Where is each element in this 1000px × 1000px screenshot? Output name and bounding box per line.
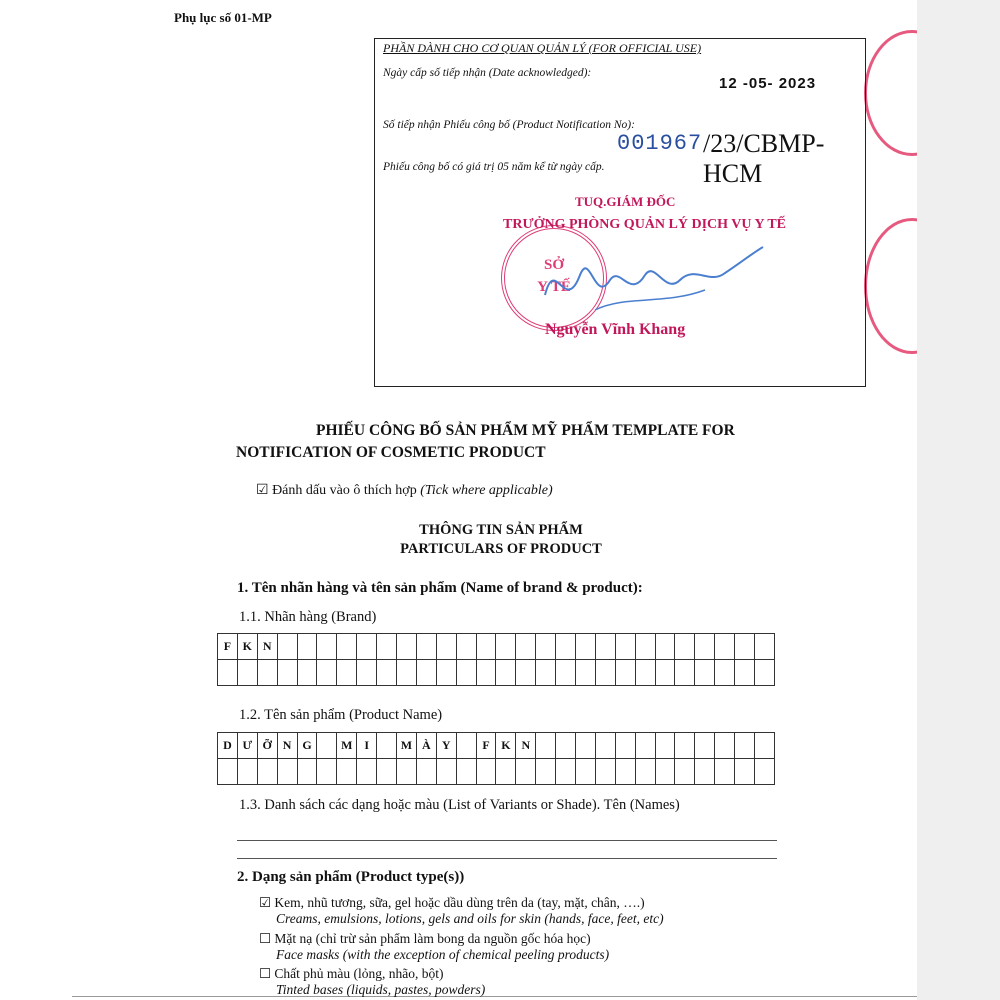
grid-cell	[735, 660, 755, 686]
grid-cell	[456, 733, 476, 759]
grid-cell	[516, 759, 536, 785]
grid-cell	[337, 759, 357, 785]
product-type-item	[259, 966, 485, 998]
grid-cell	[635, 733, 655, 759]
grid-cell	[496, 759, 516, 785]
grid-cell	[237, 660, 257, 686]
product-type-en: Tinted bases (liquids, pastes, powders)	[276, 982, 486, 997]
edge-seal-top	[864, 30, 917, 156]
grid-row	[218, 733, 775, 759]
grid-cell	[496, 660, 516, 686]
grid-cell	[576, 733, 596, 759]
validity-note: Phiếu công bố có giá trị 05 năm kể từ ngày cấp.	[383, 161, 605, 173]
grid-row	[218, 660, 775, 686]
grid-cell	[436, 660, 456, 686]
grid-cell: F	[476, 733, 496, 759]
grid-cell	[377, 759, 397, 785]
section-1-heading: 1. Tên nhãn hàng và tên sản phẩm (Name of brand & product):	[237, 580, 643, 596]
grid-cell	[715, 660, 735, 686]
grid-cell	[516, 660, 536, 686]
grid-cell: N	[516, 733, 536, 759]
grid-cell	[655, 634, 675, 660]
date-acknowledged-label: Ngày cấp số tiếp nhận (Date acknowledged):	[383, 67, 592, 79]
grid-cell	[655, 759, 675, 785]
grid-cell	[536, 759, 556, 785]
page-bottom-edge	[72, 996, 917, 997]
seal-line-2: Y TẾ	[537, 279, 571, 295]
checked-box-icon[interactable]: ☑	[259, 895, 272, 910]
grid-cell	[755, 733, 775, 759]
grid-cell	[556, 634, 576, 660]
grid-cell	[695, 660, 715, 686]
grid-cell	[237, 759, 257, 785]
product-name-label: 1.2. Tên sản phẩm (Product Name)	[239, 707, 443, 723]
grid-cell	[476, 660, 496, 686]
product-type-vi: Chất phủ màu (lỏng, nhão, bột)	[271, 966, 444, 981]
grid-cell	[416, 759, 436, 785]
product-type-vi: Mặt nạ (chỉ trừ sản phẩm làm bong da nguồn gốc hóa học)	[271, 931, 591, 946]
signer-title: TUQ.GIÁM ĐỐC	[575, 194, 676, 209]
grid-cell	[695, 759, 715, 785]
particulars-vi: THÔNG TIN SẢN PHẨM	[419, 522, 583, 538]
variants-line-2	[237, 858, 777, 859]
grid-cell	[337, 660, 357, 686]
grid-cell	[297, 759, 317, 785]
tick-instruction-text: Đánh dấu vào ô thích hợp	[272, 483, 417, 498]
grid-cell	[556, 759, 576, 785]
grid-cell	[615, 660, 635, 686]
edge-seal-bottom	[864, 218, 917, 354]
grid-cell	[436, 634, 456, 660]
grid-cell	[556, 733, 576, 759]
grid-cell	[655, 733, 675, 759]
grid-cell	[635, 634, 655, 660]
grid-cell	[695, 733, 715, 759]
product-type-en: Creams, emulsions, lotions, gels and oils for skin (hands, face, feet, etc)	[276, 911, 664, 926]
grid-cell	[735, 759, 755, 785]
grid-cell	[277, 660, 297, 686]
product-type-en: Face masks (with the exception of chemical peeling products)	[276, 947, 610, 962]
grid-cell	[257, 660, 277, 686]
grid-cell	[615, 733, 635, 759]
grid-cell	[357, 660, 377, 686]
grid-cell	[755, 660, 775, 686]
grid-cell: I	[357, 733, 377, 759]
grid-cell	[675, 660, 695, 686]
brand-grid	[217, 633, 775, 686]
grid-cell	[516, 634, 536, 660]
grid-cell	[595, 759, 615, 785]
grid-cell	[357, 634, 377, 660]
grid-cell	[595, 634, 615, 660]
grid-cell	[735, 634, 755, 660]
grid-cell	[436, 759, 456, 785]
particulars-heading	[236, 521, 766, 559]
grid-cell: F	[218, 634, 238, 660]
grid-cell	[416, 660, 436, 686]
grid-cell	[735, 733, 755, 759]
section-2-heading: 2. Dạng sản phẩm (Product type(s))	[237, 869, 465, 885]
grid-cell	[476, 759, 496, 785]
grid-cell: D	[218, 733, 238, 759]
grid-cell	[297, 660, 317, 686]
grid-cell: G	[297, 733, 317, 759]
grid-cell	[675, 733, 695, 759]
variants-line-1	[237, 840, 777, 841]
grid-cell	[456, 660, 476, 686]
grid-cell: M	[397, 733, 417, 759]
grid-cell	[416, 634, 436, 660]
signer-department: TRƯỞNG PHÒNG QUẢN LÝ DỊCH VỤ Y TẾ	[503, 217, 787, 232]
grid-cell	[715, 634, 735, 660]
seal-line-1: SỞ	[543, 257, 564, 273]
grid-row	[218, 634, 775, 660]
grid-cell	[377, 634, 397, 660]
notification-number-stamp: 001967	[617, 131, 703, 156]
grid-cell: K	[496, 733, 516, 759]
grid-cell	[496, 634, 516, 660]
official-use-title: PHẦN DÀNH CHO CƠ QUAN QUẢN LÝ (FOR OFFICIAL USE)	[383, 41, 702, 55]
grid-cell: M	[337, 733, 357, 759]
checked-box-icon: ☑	[256, 483, 269, 498]
grid-cell	[317, 759, 337, 785]
grid-cell: À	[416, 733, 436, 759]
grid-cell	[576, 759, 596, 785]
grid-cell	[595, 660, 615, 686]
variants-label: 1.3. Danh sách các dạng hoặc màu (List of Variants or Shade). Tên (Names)	[239, 797, 680, 813]
grid-cell	[615, 634, 635, 660]
official-use-box	[374, 38, 866, 387]
grid-cell	[476, 634, 496, 660]
grid-cell	[715, 733, 735, 759]
grid-cell	[635, 660, 655, 686]
grid-cell: K	[237, 634, 257, 660]
date-acknowledged-value: 12 -05- 2023	[719, 75, 817, 92]
grid-cell	[297, 634, 317, 660]
grid-cell	[675, 634, 695, 660]
grid-cell	[635, 759, 655, 785]
product-type-item	[259, 931, 609, 963]
product-type-vi: Kem, nhũ tương, sữa, gel hoặc dầu dùng trên da (tay, mặt, chân, ….)	[271, 895, 645, 910]
grid-cell	[397, 759, 417, 785]
grid-cell	[456, 634, 476, 660]
document-title	[236, 420, 796, 464]
grid-cell	[675, 759, 695, 785]
grid-cell: Ư	[237, 733, 257, 759]
tick-instruction-en: (Tick where applicable)	[420, 483, 553, 498]
grid-cell	[715, 759, 735, 785]
edge-seals	[864, 0, 917, 400]
grid-cell: Ỡ	[257, 733, 277, 759]
grid-cell	[576, 660, 596, 686]
grid-cell	[218, 759, 238, 785]
grid-cell	[695, 634, 715, 660]
grid-cell: N	[257, 634, 277, 660]
grid-cell	[595, 733, 615, 759]
grid-cell	[337, 634, 357, 660]
grid-cell	[536, 634, 556, 660]
grid-cell	[317, 634, 337, 660]
grid-cell	[357, 759, 377, 785]
grid-cell	[576, 634, 596, 660]
grid-cell	[218, 660, 238, 686]
viewer-side-panel	[917, 0, 1000, 1000]
grid-cell	[317, 660, 337, 686]
appendix-label: Phụ lục số 01-MP	[174, 10, 272, 25]
grid-cell: Y	[436, 733, 456, 759]
grid-cell	[397, 634, 417, 660]
product-name-grid	[217, 732, 775, 785]
grid-cell	[536, 660, 556, 686]
grid-cell	[556, 660, 576, 686]
grid-cell	[377, 660, 397, 686]
notification-number-suffix: /23/CBMP-HCM	[703, 129, 825, 188]
notification-number-label: Số tiếp nhận Phiếu công bố (Product Notification No):	[383, 119, 635, 131]
grid-cell	[397, 660, 417, 686]
signer-name: Nguyễn Vĩnh Khang	[545, 321, 686, 338]
unchecked-box-icon[interactable]: ☐	[259, 966, 272, 981]
brand-label: 1.1. Nhãn hàng (Brand)	[239, 609, 377, 625]
grid-cell	[317, 733, 337, 759]
grid-cell	[615, 759, 635, 785]
grid-cell	[277, 759, 297, 785]
grid-cell	[377, 733, 397, 759]
product-type-item	[259, 895, 664, 927]
handwritten-signature	[535, 235, 765, 325]
grid-cell	[277, 634, 297, 660]
grid-row	[218, 759, 775, 785]
title-line-1: PHIẾU CÔNG BỐ SẢN PHẨM MỸ PHẨM TEMPLATE FOR	[316, 422, 735, 439]
grid-cell	[655, 660, 675, 686]
grid-cell	[456, 759, 476, 785]
grid-cell	[536, 733, 556, 759]
unchecked-box-icon[interactable]: ☐	[259, 931, 272, 946]
particulars-en: PARTICULARS OF PRODUCT	[400, 541, 602, 557]
tick-instruction	[256, 482, 553, 499]
grid-cell: N	[277, 733, 297, 759]
grid-cell	[257, 759, 277, 785]
title-line-2: NOTIFICATION OF COSMETIC PRODUCT	[236, 444, 546, 461]
grid-cell	[755, 759, 775, 785]
grid-cell	[755, 634, 775, 660]
